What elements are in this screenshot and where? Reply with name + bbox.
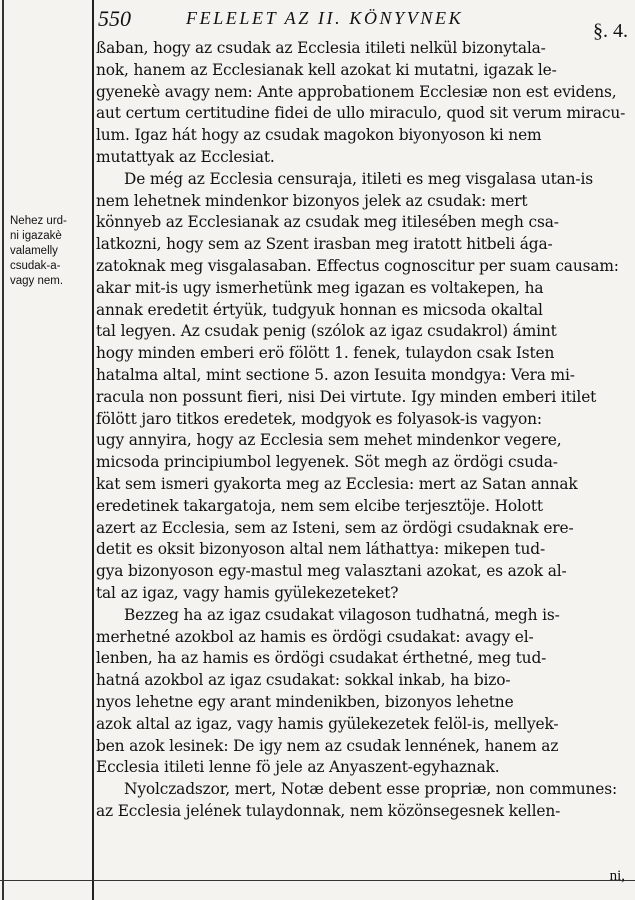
text-line: kat sem ismeri gyakorta meg az Ecclesia: mert az Satan annak	[96, 474, 578, 493]
text-line: hatalma altal, mint sectione 5. azon Iesuita mondgya: Vera mi-	[96, 365, 575, 384]
text-line: eredetinek takargatoja, nem sem elcibe terjesztöje. Holott	[96, 496, 543, 515]
page-header	[98, 6, 628, 42]
margin-note-line: valamelly	[10, 245, 58, 257]
text-line: nok, hanem az Ecclesianak kell azokat ki mutatni, igazak le-	[96, 60, 557, 79]
text-line: fölött jaro titkos eredetek, modgyok es folyasok-is vagyon:	[96, 409, 542, 428]
text-line: micsoda principiumbol legyenek. Söt megh az ördögi csuda-	[96, 453, 558, 472]
text-line: tal az igaz, vagy hamis gyülekezeteket?	[96, 583, 399, 602]
paragraph-start-line: Bezzeg ha az igaz csudakat vilagoson tudhatná, megh is-	[124, 605, 560, 624]
margin-rule	[92, 0, 94, 900]
paragraph-start-line: De még az Ecclesia censuraja, itileti es meg visgalasa utan-is	[124, 169, 593, 188]
text-line: ben azok lesinek: De igy nem az csudak lennének, hanem az	[96, 736, 559, 755]
text-line: azok altal az igaz, vagy hamis gyülekezetek felöl-is, mellyek-	[96, 714, 559, 733]
margin-note-line: vagy nem.	[10, 275, 64, 287]
text-line: hatná azokbol az igaz csudakat: sokkal inkab, ha bizo-	[96, 671, 511, 690]
text-line: ugy annyira, hogy az Ecclesia sem mehet mindenkor vegere,	[96, 431, 562, 450]
text-line: hogy minden emberi erö fölött 1. fenek, tulaydon csak Isten	[96, 344, 555, 363]
text-line: könnyeb az Ecclesianak az csudak meg itilesében megh csa-	[96, 213, 559, 232]
text-line: zatoknak meg visgalasaban. Effectus cognoscitur per suam causam:	[96, 256, 619, 275]
text-line: lenben, ha az hamis es ördögi csudakat érthetné, meg tud-	[96, 649, 547, 668]
text-line: az Ecclesia jelének tulaydonnak, nem közönsegesnek kellen-	[96, 801, 561, 820]
text-line: ßaban, hogy az csudak az Ecclesia itileti nelkül bizonytala-	[96, 39, 546, 57]
text-line: akar mit-is ugy ismerhetünk meg igazan es voltakepen, ha	[96, 278, 544, 297]
text-line: nem lehetnek mindenkor bizonyos jelek az csudak: mert	[96, 191, 528, 210]
margin-note-line: ni igazakè	[10, 230, 62, 242]
text-line: gya bizonyoson egy-mastul meg valasztani azokat, es azok al-	[96, 562, 567, 581]
section-mark: §. 4.	[593, 20, 628, 42]
text-line: tal legyen. Az csudak penig (szólok az igaz csudakrol) ámint	[96, 322, 557, 341]
margin-note-line: Nehez urd-	[10, 215, 67, 227]
running-title: FELELET AZ II. KÖNYVNEK	[186, 8, 464, 28]
page-left-edge	[2, 0, 4, 900]
paragraph-start-line: Nyolczadszor, mert, Notæ debent esse propriæ, non communes:	[124, 780, 618, 799]
text-line: azert az Ecclesia, sem az Isteni, sem az ördögi csudaknak ere-	[96, 518, 574, 537]
text-line: aut certum certitudine fidei de ullo miraculo, quod sit verum miracu-	[96, 104, 626, 123]
text-line: merhetné azokbol az hamis es ördögi csudakat: avagy el-	[96, 627, 534, 646]
margin-note	[10, 214, 90, 289]
text-line: detit es oksit bizonyoson altal nem láthattya: mikepen tud-	[96, 540, 546, 559]
body-text	[96, 38, 626, 823]
text-line: mutattyak az Ecclesiat.	[96, 147, 275, 166]
catchword: ni,	[609, 868, 625, 884]
text-line: nyos lehetne egy arant mindenikben, bizonyos lehetne	[96, 692, 514, 711]
bottom-rule	[0, 880, 635, 881]
text-line: gyenekè avagy nem: Ante approbationem Ecclesiæ non est evidens,	[96, 82, 617, 101]
text-line: Ecclesia itileti lenne fö jele az Anyaszent-egyhaznak.	[96, 758, 500, 777]
text-line: lum. Igaz hát hogy az csudak magokon biyonyoson ki nem	[96, 126, 542, 145]
margin-note-line: csudak-a-	[10, 260, 61, 272]
text-line: latkozni, hogy sem az Szent irasban meg iratott hitbeli ága-	[96, 235, 553, 254]
page-number: 550	[98, 6, 131, 31]
text-line: racula non possunt fieri, nisi Dei virtute. Igy minden emberi itilet	[96, 387, 597, 406]
text-line: annak eredetit értyük, tudgyuk honnan es micsoda okaltal	[96, 300, 543, 319]
